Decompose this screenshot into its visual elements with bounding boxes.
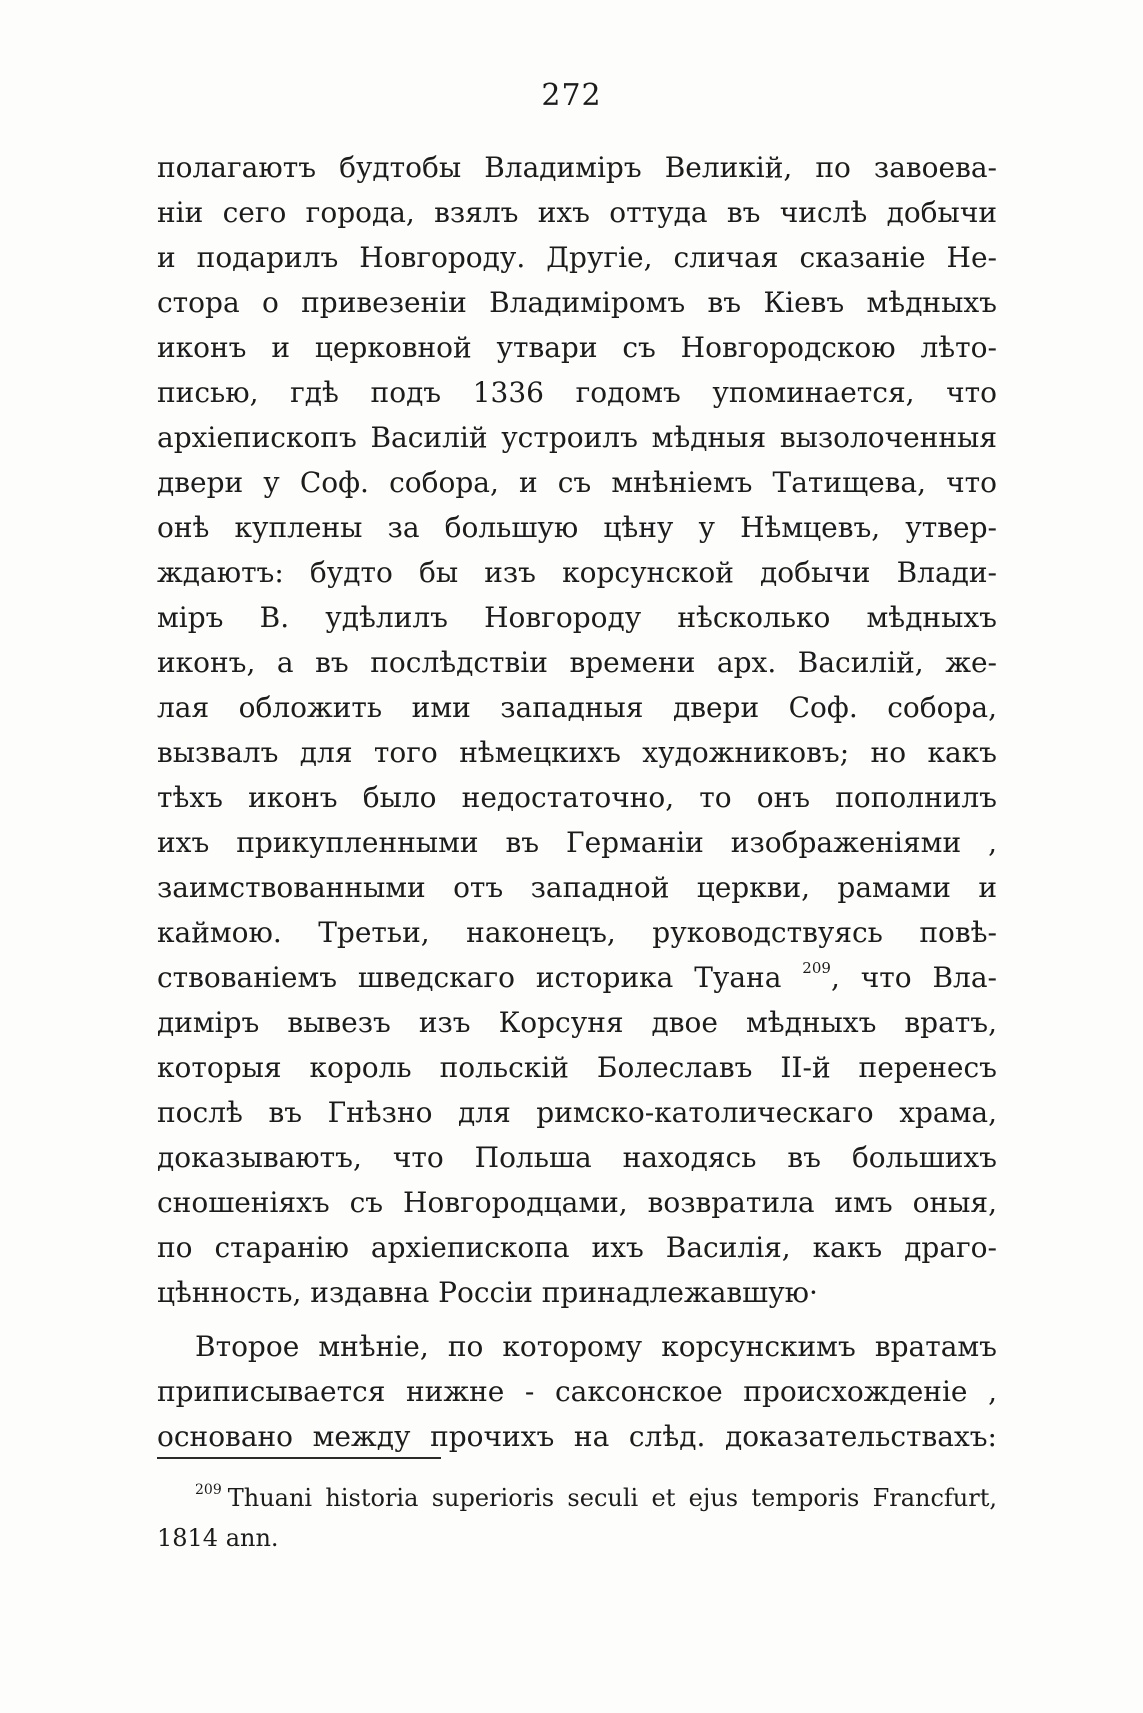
footnote-divider <box>157 1457 441 1459</box>
footnote-reference: 209 <box>802 959 831 977</box>
text-line-with-footnote <box>157 955 997 1000</box>
text-line: которыя король польскій Болеславъ II-й перенесъ <box>157 1051 997 1084</box>
footnote-block <box>157 1478 997 1558</box>
footnote-line: 1814 ann. <box>157 1524 279 1552</box>
text-line: каймою. Третьи, наконецъ, руководствуясь повѣ- <box>157 916 997 949</box>
text-line: писью, гдѣ подъ 1336 годомъ упоминается, что <box>157 376 997 409</box>
text-line: диміръ вывезъ изъ Корсуня двое мѣдныхъ вратъ, <box>157 1006 997 1039</box>
text-line: по старанію архіепископа ихъ Василія, какъ драго- <box>157 1231 997 1264</box>
text-line: Второе мнѣніе, по которому корсунскимъ вратамъ <box>195 1330 997 1363</box>
text-line: заимствованными отъ западной церкви, рамами и <box>157 871 997 904</box>
page-number: 272 <box>541 78 602 113</box>
text-line: сношеніяхъ съ Новгородцами, возвратила имъ оныя, <box>157 1186 997 1219</box>
main-text <box>157 145 997 1459</box>
text-line: доказываютъ, что Польша находясь въ большихъ <box>157 1141 997 1174</box>
text-line: стора о привезеніи Владиміромъ въ Кіевъ мѣдныхъ <box>157 286 997 319</box>
text-line: цѣнность, издавна Россіи принадлежавшую· <box>157 1276 818 1309</box>
text-line: приписывается нижне - саксонское происхожденіе , <box>157 1375 997 1408</box>
paragraph-gap <box>157 1315 997 1324</box>
text-line: иконъ, а въ послѣдствіи времени арх. Василій, же- <box>157 646 997 679</box>
text-line: лая обложить ими западныя двери Соф. собора, <box>157 691 997 724</box>
text-fragment: ствованіемъ шведскаго историка Туана <box>157 961 782 994</box>
text-line: архіепископъ Василій устроилъ мѣдныя вызолоченныя <box>157 421 997 454</box>
text-line: ніи сего города, взялъ ихъ оттуда въ числѣ добычи <box>157 196 997 229</box>
text-line: полагаютъ будтобы Владиміръ Великій, по завоева- <box>157 151 997 184</box>
text-line: тѣхъ иконъ было недостаточно, то онъ пополнилъ <box>157 781 997 814</box>
text-line: ждаютъ: будто бы изъ корсунской добычи Влади- <box>157 556 997 589</box>
text-line: иконъ и церковной утвари съ Новгородскою лѣто- <box>157 331 997 364</box>
text-line: основано между прочихъ на слѣд. доказательствахъ: <box>157 1420 997 1453</box>
text-line: онѣ куплены за большую цѣну у Нѣмцевъ, утвер- <box>157 511 997 544</box>
text-fragment: , что Вла- <box>830 961 997 994</box>
text-line: двери у Соф. собора, и съ мнѣніемъ Татищева, что <box>157 466 997 499</box>
footnote-number: 209 <box>195 1482 222 1498</box>
text-line: вызвалъ для того нѣмецкихъ художниковъ; но какъ <box>157 736 997 769</box>
footnote-line <box>157 1478 997 1518</box>
text-line: ихъ прикупленными въ Германіи изображеніями , <box>157 826 997 859</box>
text-line: послѣ въ Гнѣзно для римско-католическаго храма, <box>157 1096 997 1129</box>
text-line: міръ В. удѣлилъ Новгороду нѣсколько мѣдныхъ <box>157 601 997 634</box>
text-line: и подарилъ Новгороду. Другіе, сличая сказаніе Не- <box>157 241 997 274</box>
footnote-text: Thuani historia superioris seculi et ejus temporis Francfurt, <box>227 1484 997 1512</box>
